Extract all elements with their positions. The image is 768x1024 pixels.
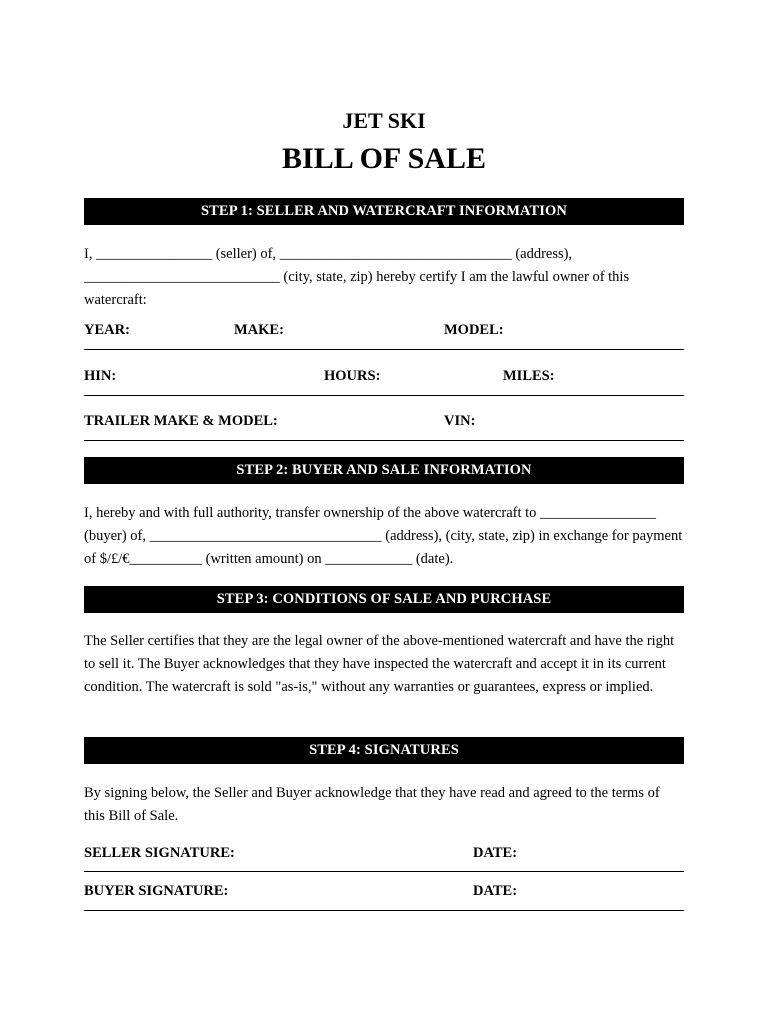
trailer-label: TRAILER MAKE & MODEL: — [84, 413, 278, 429]
vin-label: VIN: — [444, 413, 476, 429]
step3-paragraph: The Seller certifies that they are the legal owner of the above-mentioned watercraft and have the right to sell it. The Buyer acknowledges that they have inspected the watercraft and accept it in its current condition. The watercraft is sold "as-is," without any warranties or guarantees, express or implied. — [84, 633, 675, 695]
document-subtitle: JET SKI — [342, 108, 426, 133]
hours-label: HOURS: — [324, 368, 381, 384]
step3-heading: STEP 3: CONDITIONS OF SALE AND PURCHASE — [84, 586, 684, 613]
step4-heading: STEP 4: SIGNATURES — [84, 737, 684, 764]
buyer-date-label: DATE: — [473, 883, 518, 899]
step4-paragraph: By signing below, the Seller and Buyer acknowledge that they have read and agreed to the terms of this Bill of Sale. — [84, 785, 660, 824]
trailer-vin-line — [84, 440, 684, 441]
seller-signature-line — [84, 871, 684, 872]
step1-heading: STEP 1: SELLER AND WATERCRAFT INFORMATION — [84, 198, 684, 225]
buyer-signature-line — [84, 910, 684, 911]
seller-date-label: DATE: — [473, 845, 518, 861]
make-label: MAKE: — [234, 322, 284, 338]
buyer-signature-label: BUYER SIGNATURE: — [84, 883, 229, 899]
step1-paragraph: I, ________________ (seller) of, ________________________________ (address), ___________________________ (city, state, zip) hereby certify I am the lawful owner of this watercraft: — [84, 246, 630, 308]
step2-heading: STEP 2: BUYER AND SALE INFORMATION — [84, 457, 684, 484]
hin-label: HIN: — [84, 368, 117, 384]
year-make-model-line — [84, 349, 684, 350]
model-label: MODEL: — [444, 322, 504, 338]
year-label: YEAR: — [84, 322, 130, 338]
miles-label: MILES: — [503, 368, 555, 384]
seller-signature-label: SELLER SIGNATURE: — [84, 845, 235, 861]
hin-hours-miles-line — [84, 395, 684, 396]
document-title: BILL OF SALE — [282, 142, 486, 175]
step2-paragraph: I, hereby and with full authority, transfer ownership of the above watercraft to ________________ (buyer) of, ________________________________ (address), (city, state, zip) in exchange for payment of $/£/€__________ (written amount) on ____________ (date). — [84, 505, 683, 567]
